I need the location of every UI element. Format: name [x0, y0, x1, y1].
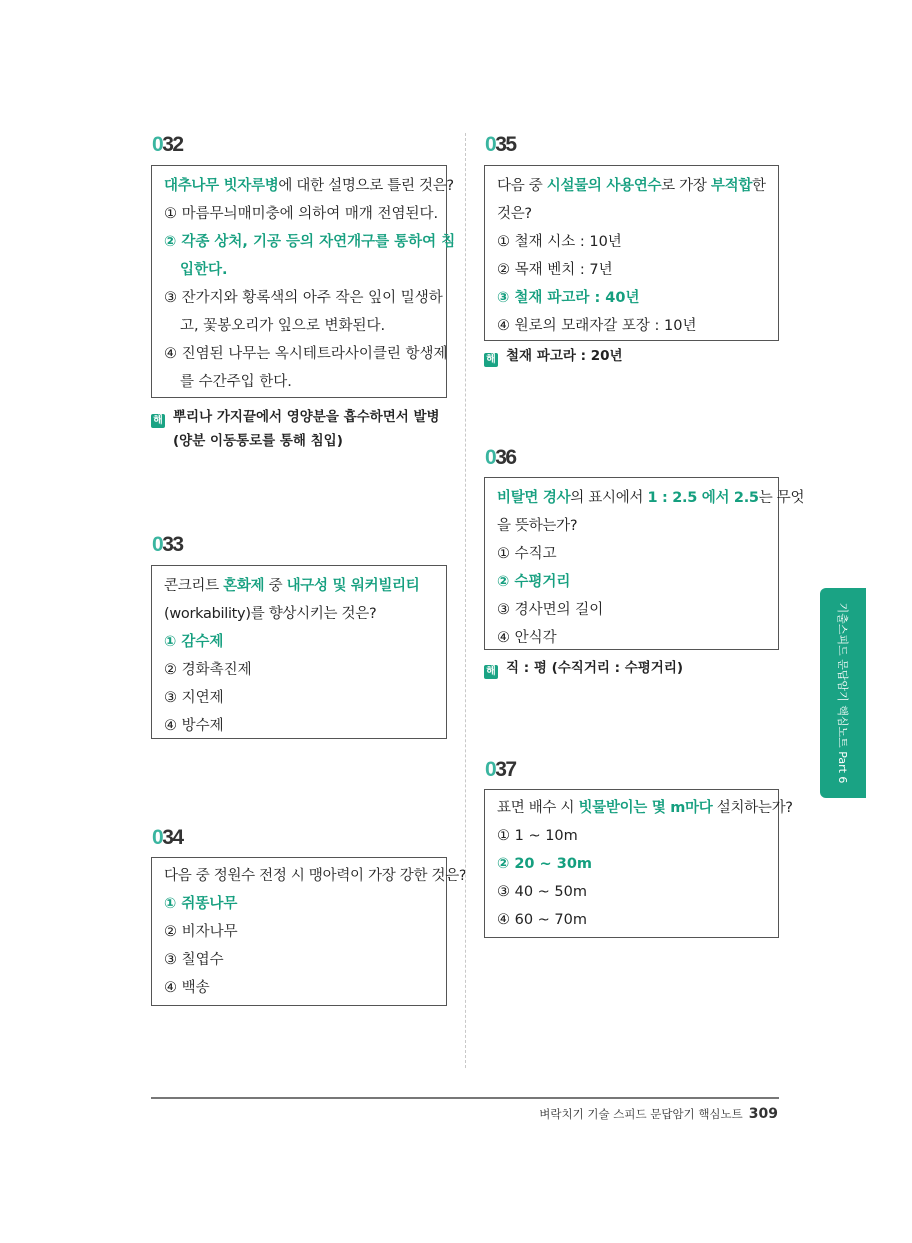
option-3-correct: ③ 철재 파고라 : 40년	[497, 290, 640, 306]
option-4: ④ 백송	[164, 980, 210, 996]
option-2-correct: ② 수평거리	[497, 574, 571, 590]
column-divider	[465, 133, 466, 1068]
option-2: ② 목재 벤치 : 7년	[497, 262, 613, 278]
question-stem: 다음 중 시설물의 사용연수로 가장 부적합한	[497, 178, 766, 194]
option-4: ④ 원로의 모래자갈 포장 : 10년	[497, 318, 697, 334]
question-box-34	[151, 857, 467, 1006]
solution-icon: 해	[484, 665, 498, 679]
question-stem: 대추나무 빗자루병에 대한 설명으로 틀린 것은?	[164, 178, 454, 194]
option-1-correct: ① 쥐똥나무	[164, 896, 238, 912]
option-3: ③ 경사면의 길이	[497, 602, 604, 618]
question-number-37: 037	[485, 758, 516, 781]
option-1-correct: ① 감수제	[164, 634, 224, 650]
question-box-32	[151, 165, 456, 398]
option-3: ③ 지연제	[164, 690, 224, 706]
question-number-32: 032	[152, 133, 183, 156]
solution-icon: 해	[484, 353, 498, 367]
option-4: ④ 방수제	[164, 718, 224, 734]
question-stem: 콘크리트 혼화제 중 내구성 및 워커빌리티	[164, 578, 420, 594]
page-number: 309	[748, 1106, 778, 1122]
solution-32: 해 뿌리나 가지끝에서 영양분을 흡수하면서 발병 (양분 이동통로를 통해 침입)	[151, 405, 440, 453]
option-1: ① 수직고	[497, 546, 557, 562]
question-number-35: 035	[485, 133, 516, 156]
option-1: ① 1 ~ 10m	[497, 828, 578, 844]
option-1: ① 철재 시소 : 10년	[497, 234, 622, 250]
footer	[460, 1106, 778, 1122]
solution-36: 해 직 : 평 (수직거리 : 수평거리)	[484, 656, 683, 680]
option-2: ② 비자나무	[164, 924, 238, 940]
question-stem: 다음 중 정원수 전정 시 맹아력이 가장 강한 것은?	[164, 868, 467, 884]
solution-35: 해 철재 파고라 : 20년	[484, 344, 623, 368]
question-box-33	[151, 565, 447, 739]
option-4: ④ 60 ~ 70m	[497, 912, 588, 928]
question-stem-cont: 것은?	[497, 206, 532, 222]
question-box-35	[484, 165, 779, 341]
question-number-33: 033	[152, 533, 183, 556]
option-3-cont: 고, 꽃봉오리가 잎으로 변화된다.	[180, 318, 386, 334]
option-3: ③ 잔가지와 황록색의 아주 작은 잎이 밀생하	[164, 290, 443, 306]
option-2-correct: ② 20 ~ 30m	[497, 856, 593, 872]
option-3: ③ 40 ~ 50m	[497, 884, 588, 900]
option-2: ② 경화촉진제	[164, 662, 252, 678]
option-2-cont: 입한다.	[180, 262, 228, 278]
solution-icon: 해	[151, 414, 165, 428]
option-4: ④ 안식각	[497, 630, 557, 646]
question-stem: 표면 배수 시 빗물받이는 몇 m마다 설치하는가?	[497, 800, 793, 816]
footer-rule	[151, 1097, 779, 1099]
footer-title: 벼락치기 기술 스피드 문답암기 핵심노트	[539, 1107, 743, 1121]
question-number-34: 034	[152, 826, 183, 849]
option-2-correct: ② 각종 상처, 기공 등의 자연개구를 통하여 침	[164, 234, 456, 250]
option-1: ① 마름무늬매미충에 의하여 매개 전염된다.	[164, 206, 439, 222]
question-box-37	[484, 789, 793, 938]
option-4: ④ 진염된 나무는 옥시테트라사이클린 항생제	[164, 346, 448, 362]
question-box-36	[484, 477, 805, 650]
option-3: ③ 칠엽수	[164, 952, 224, 968]
option-4-cont: 를 수간주입 한다.	[180, 374, 292, 390]
side-chapter-tab: 기출스피드 문답암기 핵심노트 Part 6	[820, 588, 866, 798]
question-stem-cont: (workability)를 향상시키는 것은?	[164, 606, 377, 622]
question-number-36: 036	[485, 446, 516, 469]
question-stem: 비탈면 경사의 표시에서 1 : 2.5 에서 2.5는 무엇	[497, 490, 805, 506]
question-stem-cont: 을 뜻하는가?	[497, 518, 578, 534]
